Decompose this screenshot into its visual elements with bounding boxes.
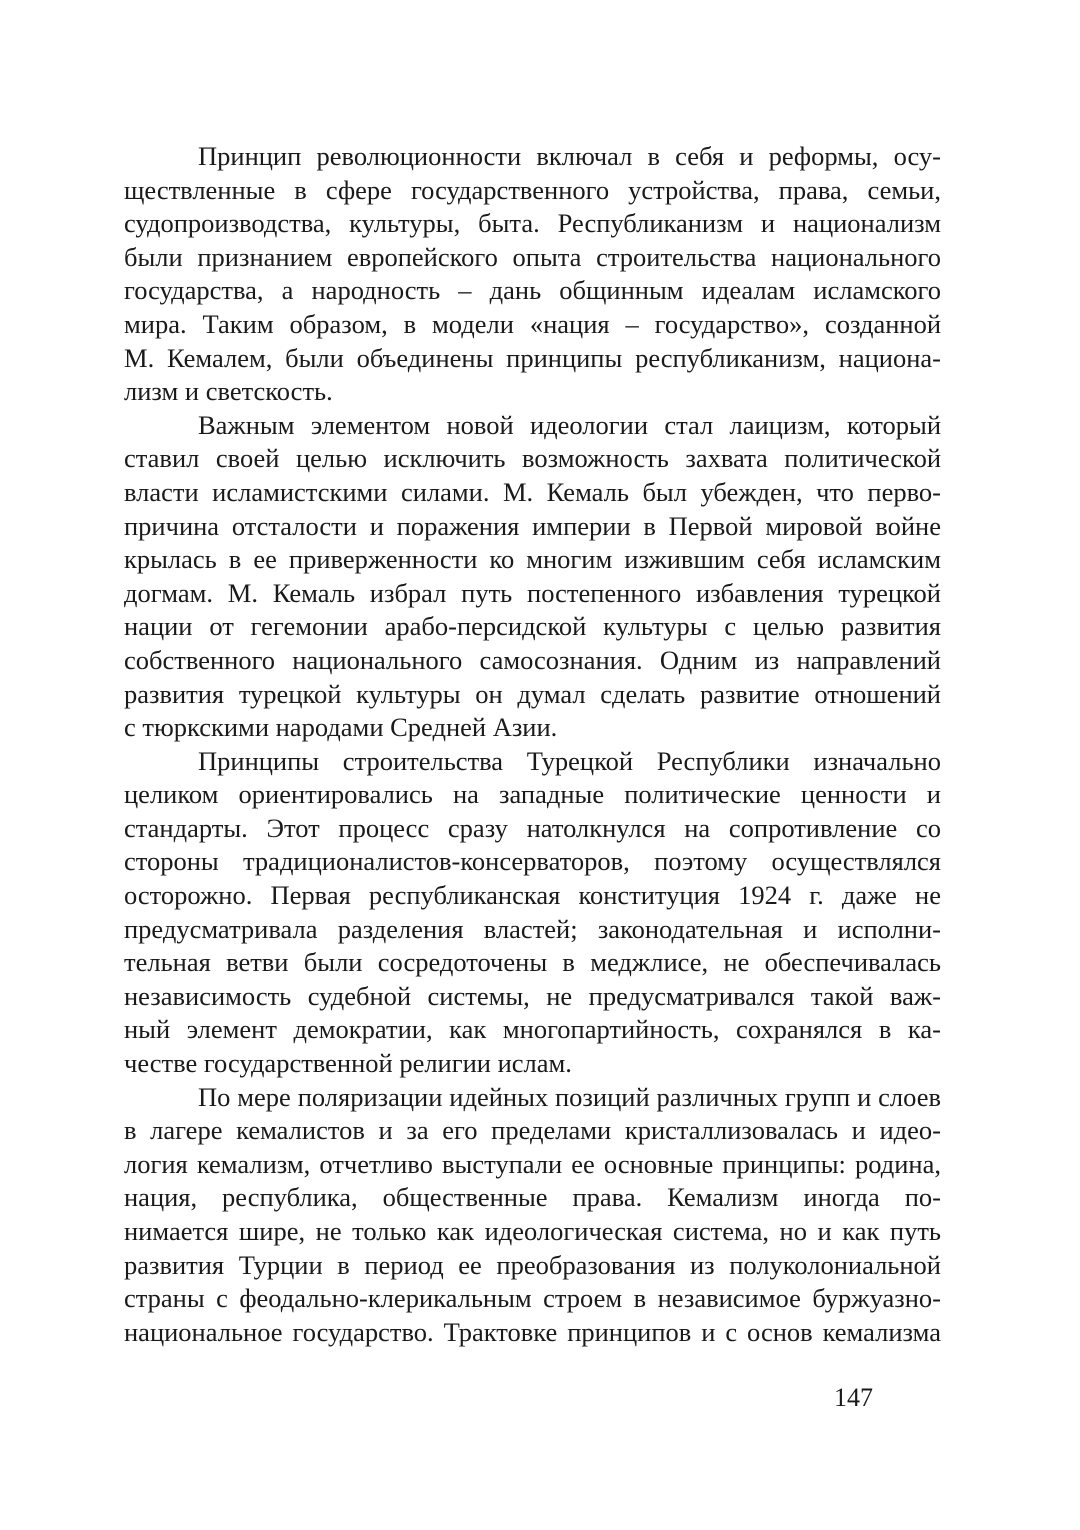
text-line: собственного национального самосознания. Одним из направлений	[124, 644, 941, 675]
text-line: нация, республика, общественные права. Кемализм иногда по-	[124, 1182, 941, 1213]
page-number: 147	[834, 1383, 873, 1412]
text-line: причина отсталости и поражения империи в Первой мировой войне	[124, 510, 941, 541]
text-line: М. Кемалем, были объединены принципы республиканизм, национа-	[124, 342, 941, 373]
text-line: независимость судебной системы, не предусматривался такой важ-	[124, 980, 941, 1011]
paragraph-2	[124, 409, 941, 745]
text-line: По мере поляризации идейных позиций различных групп и слоев	[198, 1081, 941, 1112]
text-line: честве государственной религии ислам.	[124, 1048, 572, 1079]
text-line: осторожно. Первая республиканская конституция 1924 г. даже не	[124, 880, 941, 911]
text-line: государства, а народность – дань общинным идеалам исламского	[124, 275, 941, 306]
text-line: нации от гегемонии арабо-персидской культуры с целью развития	[124, 611, 941, 642]
text-line: развития турецкой культуры он думал сделать развитие отношений	[124, 678, 941, 709]
text-line: Принципы строительства Турецкой Республики изначально	[198, 745, 941, 776]
text-line: мира. Таким образом, в модели «нация – государство», созданной	[124, 308, 941, 339]
text-line: страны с феодально-клерикальным строем в независимое буржуазно-	[124, 1283, 941, 1314]
text-line: Важным элементом новой идеологии стал лаицизм, который	[198, 409, 941, 440]
text-line: Принцип революционности включал в себя и реформы, осу-	[198, 141, 941, 171]
paragraph-4	[124, 1081, 941, 1350]
text-line: нимается шире, не только как идеологическая система, но и как путь	[124, 1216, 941, 1246]
text-line: ставил своей целью исключить возможность захвата политической	[124, 443, 941, 474]
text-line: были признанием европейского опыта строительства национального	[124, 241, 941, 272]
paragraph-1	[124, 140, 941, 409]
text-line: стандарты. Этот процесс сразу натолкнулся на сопротивление со	[124, 812, 941, 843]
text-line: ществленные в сфере государственного устройства, права, семьи,	[124, 174, 941, 205]
text-line: целиком ориентировались на западные политические ценности и	[124, 779, 941, 810]
text-line: в лагере кемалистов и за его пределами кристаллизовалась и идео-	[124, 1115, 941, 1146]
text-line: национальное государство. Трактовке принципов и с основ кемализма	[124, 1316, 941, 1347]
text-line: тельная ветви были сосредоточены в меджлисе, не обеспечивалась	[124, 947, 941, 978]
text-line: ный элемент демократии, как многопартийность, сохранялся в ка-	[124, 1014, 941, 1045]
text-line: судопроизводства, культуры, быта. Республиканизм и национализм	[124, 208, 941, 239]
text-line: лизм и светскость.	[124, 376, 333, 407]
text-line: крылась в ее приверженности ко многим изжившим себя исламским	[124, 544, 941, 575]
paragraph-3	[124, 745, 941, 1081]
text-line: догмам. М. Кемаль избрал путь постепенного избавления турецкой	[124, 577, 941, 608]
page-body	[124, 140, 941, 1349]
text-line: с тюркскими народами Средней Азии.	[124, 712, 558, 743]
text-line: предусматривала разделения властей; законодательная и исполни-	[124, 913, 941, 944]
text-line: логия кемализм, отчетливо выступали ее основные принципы: родина,	[124, 1148, 941, 1179]
text-line: стороны традиционалистов-консерваторов, поэтому осуществлялся	[124, 846, 941, 877]
text-line: власти исламистскими силами. М. Кемаль был убежден, что перво-	[124, 476, 941, 507]
text-line: развития Турции в период ее преобразования из полуколониальной	[124, 1249, 941, 1280]
